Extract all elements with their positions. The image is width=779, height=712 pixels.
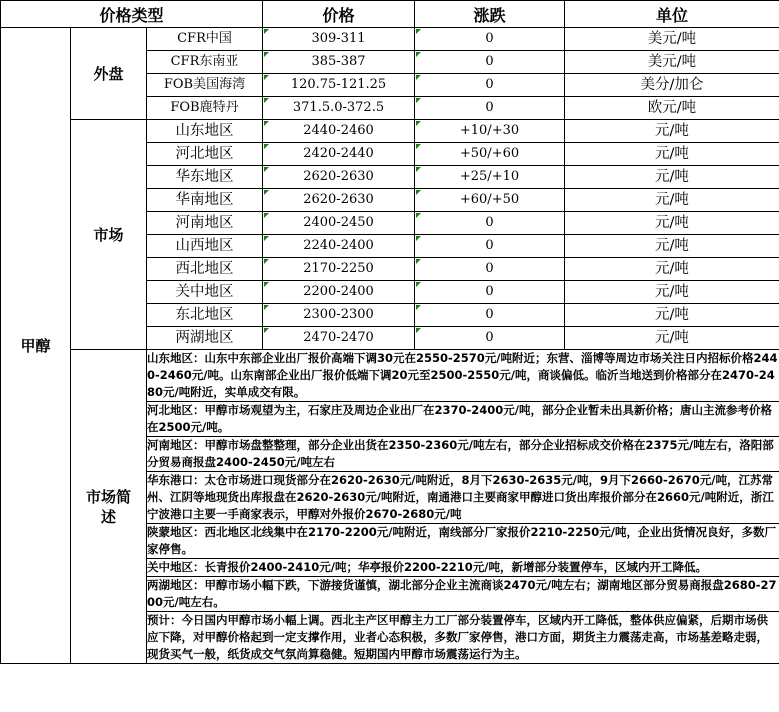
row-price: 2470-2470 bbox=[263, 327, 415, 350]
row-price: 2440-2460 bbox=[263, 120, 415, 143]
row-price: 385-387 bbox=[263, 51, 415, 74]
row-change: 0 bbox=[415, 327, 565, 350]
header-unit: 单位 bbox=[565, 1, 779, 28]
row-unit: 元/吨 bbox=[565, 327, 779, 350]
row-price: 2620-2630 bbox=[263, 189, 415, 212]
product-label: 甲醇 bbox=[1, 28, 71, 664]
header-row bbox=[1, 1, 779, 28]
summary-text: 河南地区：甲醇市场盘整整理，部分企业出货在2350-2360元/吨左右，部分企业招标成交价格在2375元/吨左右，洛阳部分贸易商报盘2400-2450元/吨左右 bbox=[147, 437, 779, 472]
row-price: 371.5.0-372.5 bbox=[263, 97, 415, 120]
row-name: CFR中国 bbox=[147, 28, 263, 51]
row-unit: 元/吨 bbox=[565, 258, 779, 281]
summary-text: 华东港口：太仓市场进口现货部分在2620-2630元/吨附近，8月下2630-2635元/吨，9月下2660-2670元/吨，江苏常州、江阴等地现货出库报盘在2620-2630元/吨附近，南通港口主要商家甲醇进口货出库报价部分在2660元/吨附近，浙江宁波港口主要一手商家表示，甲醇对外报价2670-2680元/吨 bbox=[147, 472, 779, 524]
row-name: 两湖地区 bbox=[147, 327, 263, 350]
group-summary-label: 市场简述 bbox=[71, 350, 147, 664]
row-change: 0 bbox=[415, 97, 565, 120]
header-change: 涨跌 bbox=[415, 1, 565, 28]
row-name: 华南地区 bbox=[147, 189, 263, 212]
summary-text: 山东地区：山东中东部企业出厂报价高端下调30元在2550-2570元/吨附近；东营、淄博等周边市场关注日内招标价格2440-2460元/吨。山东南部企业出厂报价低端下调20元至2500-2550元/吨，商谈偏低。临沂当地送到价格部分在2470-2480元/吨附近，实单成交有限。 bbox=[147, 350, 779, 402]
row-name: 山东地区 bbox=[147, 120, 263, 143]
row-price: 309-311 bbox=[263, 28, 415, 51]
group-external-label: 外盘 bbox=[71, 28, 147, 120]
row-change: 0 bbox=[415, 258, 565, 281]
row-price: 120.75-121.25 bbox=[263, 74, 415, 97]
header-type: 价格类型 bbox=[1, 1, 263, 28]
row-change: 0 bbox=[415, 212, 565, 235]
row-name: CFR东南亚 bbox=[147, 51, 263, 74]
group-market-label: 市场 bbox=[71, 120, 147, 350]
row-name: 华东地区 bbox=[147, 166, 263, 189]
row-name: 关中地区 bbox=[147, 281, 263, 304]
row-unit: 元/吨 bbox=[565, 189, 779, 212]
summary-text: 关中地区：长青报价2400-2410元/吨；华亭报价2200-2210元/吨，新增部分装置停车，区域内开工降低。 bbox=[147, 559, 779, 577]
summary-text: 预计：今日国内甲醇市场小幅上调。西北主产区甲醇主力工厂部分装置停车，区域内开工降低，整体供应偏紧，后期市场供应下降，对甲醇价格起到一定支撑作用，业者心态积极，多数厂家停售，港口方面，期货主力震荡走高，市场基差略走弱，现货买气一般，纸货成交气氛尚算稳健。短期国内甲醇市场震荡运行为主。 bbox=[147, 612, 779, 664]
row-name: FOB美国海湾 bbox=[147, 74, 263, 97]
external-row bbox=[1, 28, 779, 51]
row-price: 2200-2400 bbox=[263, 281, 415, 304]
row-price: 2420-2440 bbox=[263, 143, 415, 166]
row-unit: 元/吨 bbox=[565, 235, 779, 258]
row-unit: 欧元/吨 bbox=[565, 97, 779, 120]
row-name: 东北地区 bbox=[147, 304, 263, 327]
summary-text: 两湖地区：甲醇市场小幅下跌，下游接货谨慎，湖北部分企业主流商谈2470元/吨左右；湖南地区部分贸易商报盘2680-2700元/吨左右。 bbox=[147, 577, 779, 612]
row-name: FOB鹿特丹 bbox=[147, 97, 263, 120]
row-price: 2240-2400 bbox=[263, 235, 415, 258]
row-name: 河南地区 bbox=[147, 212, 263, 235]
row-unit: 元/吨 bbox=[565, 304, 779, 327]
row-price: 2300-2300 bbox=[263, 304, 415, 327]
row-change: +25/+10 bbox=[415, 166, 565, 189]
row-unit: 元/吨 bbox=[565, 120, 779, 143]
row-change: 0 bbox=[415, 74, 565, 97]
market-row bbox=[1, 120, 779, 143]
row-unit: 元/吨 bbox=[565, 143, 779, 166]
row-name: 西北地区 bbox=[147, 258, 263, 281]
row-change: 0 bbox=[415, 51, 565, 74]
row-unit: 美分/加仑 bbox=[565, 74, 779, 97]
summary-text: 河北地区：甲醇市场观望为主，石家庄及周边企业出厂在2370-2400元/吨，部分企业暂未出具新价格；唐山主流参考价格在2500元/吨。 bbox=[147, 402, 779, 437]
row-unit: 元/吨 bbox=[565, 166, 779, 189]
row-unit: 元/吨 bbox=[565, 212, 779, 235]
row-unit: 美元/吨 bbox=[565, 51, 779, 74]
row-change: 0 bbox=[415, 235, 565, 258]
row-change: +10/+30 bbox=[415, 120, 565, 143]
row-change: 0 bbox=[415, 28, 565, 51]
row-change: 0 bbox=[415, 304, 565, 327]
row-price: 2620-2630 bbox=[263, 166, 415, 189]
row-price: 2400-2450 bbox=[263, 212, 415, 235]
row-change: 0 bbox=[415, 281, 565, 304]
row-price: 2170-2250 bbox=[263, 258, 415, 281]
header-price: 价格 bbox=[263, 1, 415, 28]
summary-row bbox=[1, 350, 779, 402]
summary-text: 陕蒙地区：西北地区北线集中在2170-2200元/吨附近，南线部分厂家报价2210-2250元/吨，企业出货情况良好，多数厂家停售。 bbox=[147, 524, 779, 559]
row-name: 河北地区 bbox=[147, 143, 263, 166]
row-name: 山西地区 bbox=[147, 235, 263, 258]
row-change: +60/+50 bbox=[415, 189, 565, 212]
row-unit: 美元/吨 bbox=[565, 28, 779, 51]
row-unit: 元/吨 bbox=[565, 281, 779, 304]
row-change: +50/+60 bbox=[415, 143, 565, 166]
